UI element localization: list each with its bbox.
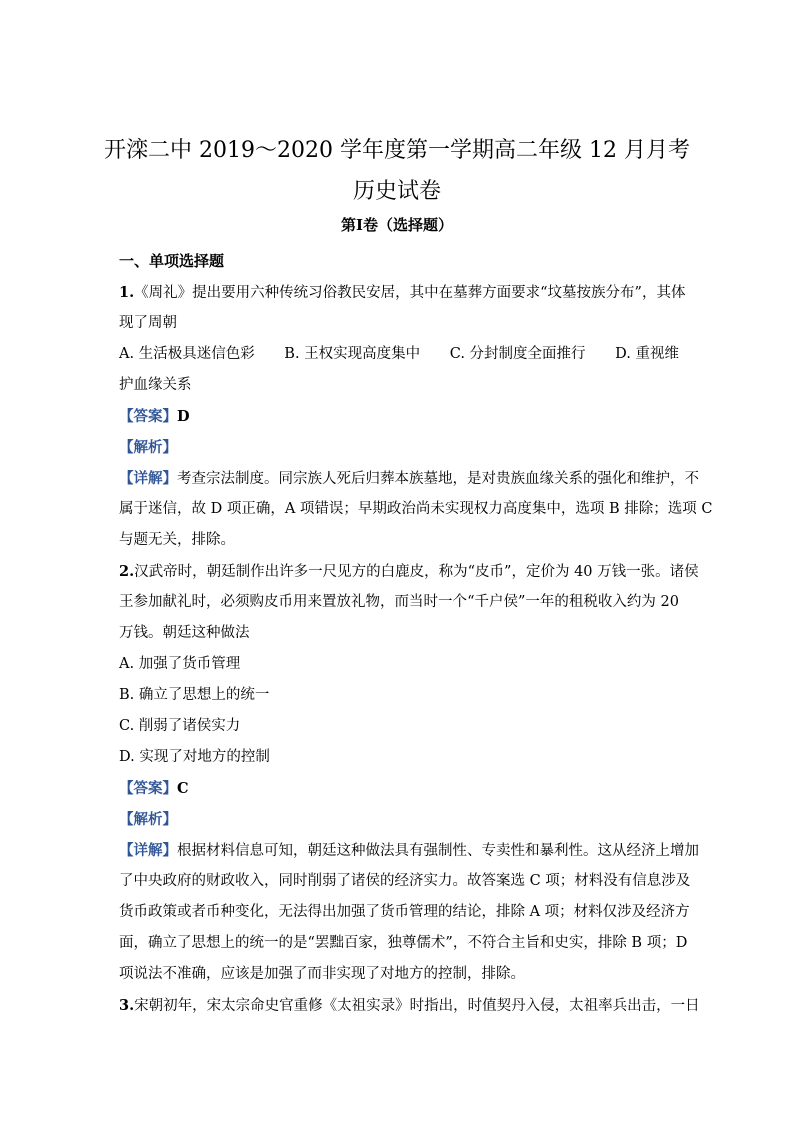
- question-1-options: [119, 339, 679, 370]
- question-1-answer: [119, 401, 679, 432]
- detail-text: 根据材料信息可知，朝廷这种做法具有强制性、专卖性和暴利性。这从经济上增加: [177, 843, 699, 859]
- question-1-stem-line1: 《周礼》提出要用六种传统习俗教民安居，其中在墓葬方面要求“坟墓按族分布”，其体: [134, 285, 686, 301]
- answer-tag: 【答案】: [119, 780, 177, 797]
- question-1-number: 1.: [119, 284, 135, 301]
- question-1-option-d: D. 重视维: [615, 346, 679, 362]
- question-2-analysis-tag: 【解析】: [119, 811, 177, 828]
- question-2-stem: [119, 556, 699, 587]
- question-1-option-a: A. 生活极具迷信色彩: [119, 346, 255, 362]
- exam-body: [119, 246, 713, 1021]
- question-1-stem: [119, 277, 686, 308]
- question-2-option-b: B. 确立了思想上的统一: [119, 687, 270, 703]
- subject-title: 历史试卷: [352, 179, 441, 204]
- question-2-detail-line1: [119, 835, 699, 866]
- question-1-option-b: B. 王权实现高度集中: [284, 346, 421, 362]
- question-1-analysis-tag: 【解析】: [119, 439, 177, 456]
- detail-text: 考查宗法制度。同宗族人死后归葬本族墓地，是对贵族血缘关系的强化和维护，不: [177, 471, 699, 487]
- question-2-stem-line1: 汉武帝时，朝廷制作出许多一尺见方的白鹿皮，称为“皮币”，定价为 40 万钱一张。诸侯: [134, 564, 699, 580]
- question-1-detail-line3: 与题无关，排除。: [119, 532, 235, 548]
- question-1-stem-line2: 现了周朝: [119, 315, 177, 331]
- question-3-stem: [119, 990, 700, 1021]
- question-2-option-a: A. 加强了货币管理: [119, 656, 241, 672]
- volume-title: 第Ⅰ卷（选择题）: [340, 216, 454, 234]
- question-1-option-c: C. 分封制度全面推行: [449, 346, 586, 362]
- question-1-detail-line2: 属于迷信，故 D 项正确，A 项错误；早期政治尚未实现权力高度集中，选项 B 排除；选项 C: [119, 501, 713, 517]
- question-2-detail-line2: 了中央政府的财政收入，同时削弱了诸侯的经济实力。故答案选 C 项；材料没有信息涉及: [119, 873, 691, 889]
- question-1-option-d-cont: 护血缘关系: [119, 377, 192, 393]
- question-3-number: 3.: [119, 997, 135, 1014]
- section-title: 一、单项选择题: [119, 252, 225, 270]
- question-2-stem-line2: 王参加献礼时，必须购皮币用来置放礼物，而当时一个“千户侯”一年的租税收入约为 20: [119, 594, 679, 610]
- detail-tag: 【详解】: [119, 470, 177, 487]
- question-2-detail-line3: 货币政策或者币种变化，无法得出加强了货币管理的结论，排除 A 项；材料仅涉及经济方: [119, 904, 690, 920]
- question-1-detail-line1: [119, 463, 699, 494]
- exam-title: 开滦二中 2019～2020 学年度第一学期高二年级 12 月月考: [104, 138, 690, 163]
- question-2-option-d: D. 实现了对地方的控制: [119, 749, 270, 765]
- question-2-option-c: C. 削弱了诸侯实力: [119, 718, 241, 734]
- question-2-number: 2.: [119, 563, 135, 580]
- answer-tag: 【答案】: [119, 408, 177, 425]
- question-2-detail-line5: 项说法不准确，应该是加强了而非实现了对地方的控制，排除。: [119, 966, 525, 982]
- question-2-detail-line4: 面，确立了思想上的统一的是“罢黜百家，独尊儒术”，不符合主旨和史实，排除 B 项；D: [119, 935, 688, 951]
- question-3-stem-line1: 宋朝初年，宋太宗命史官重修《太祖实录》时指出，时值契丹入侵，太祖率兵出击，一日: [134, 998, 700, 1014]
- question-2-stem-line3: 万钱。朝廷这种做法: [119, 625, 250, 641]
- question-2-answer: [119, 773, 679, 804]
- detail-tag: 【详解】: [119, 842, 177, 859]
- answer-value: C: [177, 780, 189, 797]
- answer-value: D: [177, 408, 190, 425]
